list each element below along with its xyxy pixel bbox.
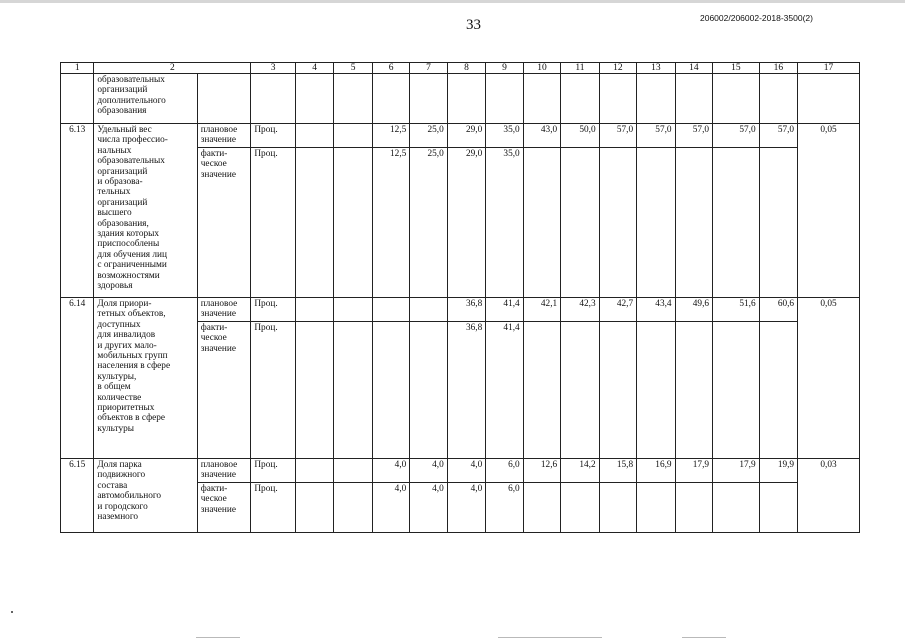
plan-label: плановое значение xyxy=(197,124,251,148)
fact-value-cell xyxy=(599,483,636,533)
plan-value-cell: 57,0 xyxy=(759,124,797,148)
cell-empty xyxy=(798,74,860,124)
plan-value-cell: 4,0 xyxy=(372,459,409,483)
plan-value-cell: 12,5 xyxy=(372,124,409,148)
scan-speck xyxy=(11,611,13,613)
cell-empty xyxy=(713,74,760,124)
plan-value-cell: 4,0 xyxy=(410,459,447,483)
column-header: 8 xyxy=(447,63,485,74)
scan-edge xyxy=(0,0,905,3)
fact-value-cell xyxy=(295,322,333,459)
indicators-table xyxy=(60,62,860,533)
plan-value-cell: 29,0 xyxy=(447,124,485,148)
fact-value-cell xyxy=(334,483,372,533)
cell-empty xyxy=(61,74,94,124)
page-number: 33 xyxy=(466,17,481,33)
plan-value-cell: 42,7 xyxy=(599,298,636,322)
column-header: 6 xyxy=(372,63,409,74)
cell-empty xyxy=(372,74,409,124)
document-code: 206002/206002-2018-3500(2) xyxy=(700,13,813,23)
fact-label: факти- ческое значение xyxy=(197,322,251,459)
plan-value-cell: 12,6 xyxy=(523,459,560,483)
continued-row-name: образовательных организаций дополнительного образования xyxy=(94,74,197,124)
column-header: 2 xyxy=(94,63,251,74)
fact-value-cell xyxy=(599,322,636,459)
plan-value-cell: 42,1 xyxy=(523,298,560,322)
cell-empty xyxy=(675,74,712,124)
fact-value-cell: 6,0 xyxy=(486,483,523,533)
plan-value-cell: 43,0 xyxy=(523,124,560,148)
cell-empty xyxy=(637,74,675,124)
fact-value-cell xyxy=(523,483,560,533)
indicator-number: 6.14 xyxy=(61,298,94,459)
unit-cell: Проц. xyxy=(251,124,296,148)
fact-value-cell xyxy=(713,322,760,459)
fact-value-cell xyxy=(675,148,712,298)
fact-value-cell xyxy=(675,483,712,533)
fact-value-cell xyxy=(675,322,712,459)
cell-empty xyxy=(251,74,296,124)
plan-value-cell: 57,0 xyxy=(675,124,712,148)
column-header: 5 xyxy=(334,63,372,74)
indicator-number: 6.13 xyxy=(61,124,94,298)
indicator-plan-row xyxy=(61,124,860,148)
fact-value-cell xyxy=(759,483,797,533)
fact-value-cell xyxy=(759,322,797,459)
plan-value-cell: 42,3 xyxy=(561,298,599,322)
cell-empty xyxy=(599,74,636,124)
scan-artifact-line xyxy=(682,637,726,638)
weight-cell: 0,05 xyxy=(798,298,860,459)
plan-value-cell xyxy=(410,298,447,322)
plan-value-cell: 35,0 xyxy=(486,124,523,148)
fact-value-cell xyxy=(295,483,333,533)
fact-value-cell: 35,0 xyxy=(486,148,523,298)
fact-value-cell xyxy=(561,483,599,533)
fact-label: факти- ческое значение xyxy=(197,148,251,298)
weight-cell: 0,03 xyxy=(798,459,860,533)
plan-value-cell: 17,9 xyxy=(713,459,760,483)
plan-value-cell: 60,6 xyxy=(759,298,797,322)
fact-value-cell xyxy=(410,322,447,459)
fact-value-cell: 4,0 xyxy=(372,483,409,533)
header-row xyxy=(61,63,860,74)
cell-empty xyxy=(759,74,797,124)
plan-label: плановое значение xyxy=(197,459,251,483)
fact-value-cell: 12,5 xyxy=(372,148,409,298)
plan-value-cell xyxy=(334,124,372,148)
plan-value-cell: 25,0 xyxy=(410,124,447,148)
fact-value-cell xyxy=(561,322,599,459)
fact-value-cell: 29,0 xyxy=(447,148,485,298)
unit-cell: Проц. xyxy=(251,322,296,459)
plan-value-cell: 51,6 xyxy=(713,298,760,322)
plan-value-cell: 41,4 xyxy=(486,298,523,322)
fact-value-cell xyxy=(334,322,372,459)
plan-value-cell: 6,0 xyxy=(486,459,523,483)
cell-empty xyxy=(523,74,560,124)
fact-value-cell xyxy=(372,322,409,459)
indicator-plan-row xyxy=(61,459,860,483)
cell-empty xyxy=(197,74,251,124)
continued-row xyxy=(61,74,860,124)
column-header: 3 xyxy=(251,63,296,74)
scan-artifact-line xyxy=(196,637,240,638)
column-header: 13 xyxy=(637,63,675,74)
fact-label: факти- ческое значение xyxy=(197,483,251,533)
fact-value-cell xyxy=(561,148,599,298)
cell-empty xyxy=(486,74,523,124)
plan-value-cell: 57,0 xyxy=(713,124,760,148)
fact-value-cell xyxy=(637,148,675,298)
column-header: 9 xyxy=(486,63,523,74)
fact-value-cell xyxy=(637,483,675,533)
cell-empty xyxy=(410,74,447,124)
column-header: 11 xyxy=(561,63,599,74)
weight-cell: 0,05 xyxy=(798,124,860,298)
plan-value-cell: 36,8 xyxy=(447,298,485,322)
indicator-name: Удельный вес числа профессио- нальных образовательных организаций и образова- тельных организаций высшего образования, здания которых приспособлены для обучения лиц с ограниченными возможностями здоровья xyxy=(94,124,197,298)
fact-value-cell xyxy=(713,148,760,298)
fact-value-cell xyxy=(759,148,797,298)
scan-artifact-line xyxy=(498,637,602,638)
cell-empty xyxy=(447,74,485,124)
fact-value-cell xyxy=(295,148,333,298)
fact-value-cell xyxy=(334,148,372,298)
plan-value-cell: 14,2 xyxy=(561,459,599,483)
cell-empty xyxy=(334,74,372,124)
column-header: 16 xyxy=(759,63,797,74)
fact-value-cell: 25,0 xyxy=(410,148,447,298)
plan-value-cell: 17,9 xyxy=(675,459,712,483)
fact-value-cell xyxy=(523,148,560,298)
cell-empty xyxy=(295,74,333,124)
fact-value-cell: 41,4 xyxy=(486,322,523,459)
column-header: 12 xyxy=(599,63,636,74)
column-header: 17 xyxy=(798,63,860,74)
column-header: 4 xyxy=(295,63,333,74)
column-header: 1 xyxy=(61,63,94,74)
plan-value-cell: 15,8 xyxy=(599,459,636,483)
column-header: 10 xyxy=(523,63,560,74)
column-header: 7 xyxy=(410,63,447,74)
unit-cell: Проц. xyxy=(251,483,296,533)
plan-value-cell: 16,9 xyxy=(637,459,675,483)
plan-value-cell: 49,6 xyxy=(675,298,712,322)
plan-label: плановое значение xyxy=(197,298,251,322)
indicator-number: 6.15 xyxy=(61,459,94,533)
unit-cell: Проц. xyxy=(251,298,296,322)
indicator-name: Доля приори- тетных объектов, доступных для инвалидов и других мало- мобильных групп населения в сфере культуры, в общем количестве приоритетных объектов в сфере культуры xyxy=(94,298,197,459)
fact-value-cell xyxy=(599,148,636,298)
plan-value-cell xyxy=(295,459,333,483)
plan-value-cell: 50,0 xyxy=(561,124,599,148)
indicator-name: Доля парка подвижного состава автомобильного и городского наземного xyxy=(94,459,197,533)
indicator-plan-row xyxy=(61,298,860,322)
plan-value-cell: 4,0 xyxy=(447,459,485,483)
plan-value-cell xyxy=(295,298,333,322)
plan-value-cell xyxy=(334,298,372,322)
fact-value-cell xyxy=(637,322,675,459)
plan-value-cell xyxy=(295,124,333,148)
fact-value-cell: 4,0 xyxy=(447,483,485,533)
plan-value-cell: 43,4 xyxy=(637,298,675,322)
fact-value-cell: 36,8 xyxy=(447,322,485,459)
column-header: 14 xyxy=(675,63,712,74)
unit-cell: Проц. xyxy=(251,459,296,483)
fact-value-cell xyxy=(523,322,560,459)
plan-value-cell: 57,0 xyxy=(599,124,636,148)
fact-value-cell: 4,0 xyxy=(410,483,447,533)
cell-empty xyxy=(561,74,599,124)
unit-cell: Проц. xyxy=(251,148,296,298)
plan-value-cell xyxy=(372,298,409,322)
column-header: 15 xyxy=(713,63,760,74)
fact-value-cell xyxy=(713,483,760,533)
plan-value-cell: 57,0 xyxy=(637,124,675,148)
plan-value-cell: 19,9 xyxy=(759,459,797,483)
plan-value-cell xyxy=(334,459,372,483)
